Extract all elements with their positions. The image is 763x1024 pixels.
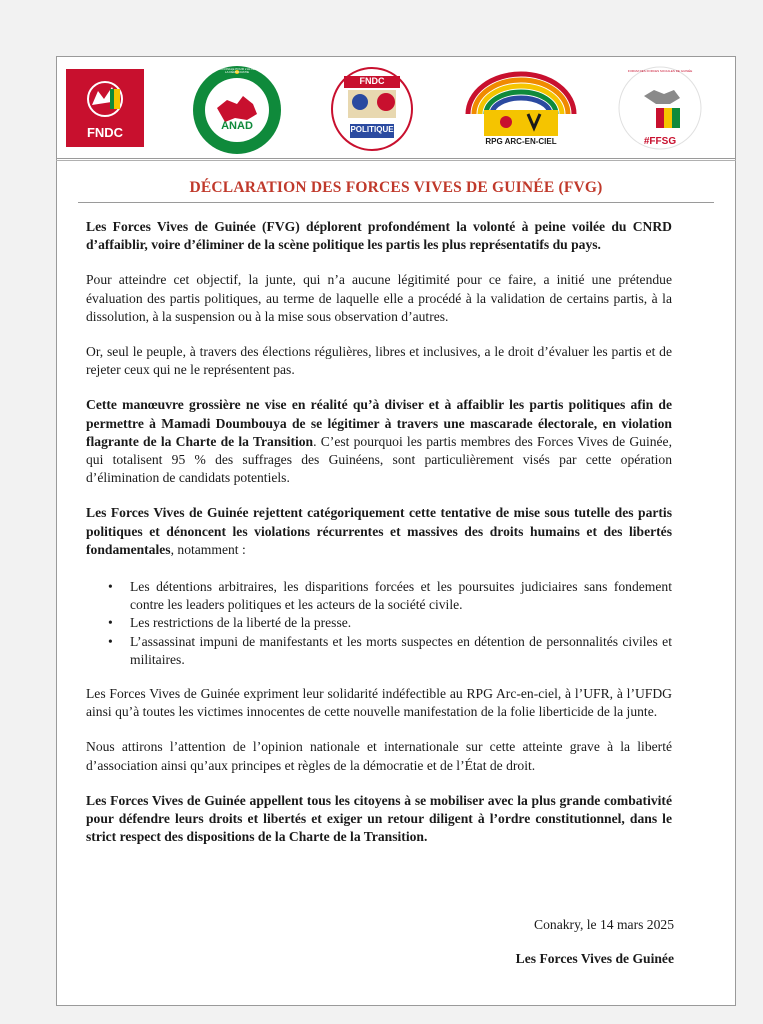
anad-seal-icon (191, 64, 283, 156)
paragraph-4-bold: Cette manœuvre grossière ne vise en réalité qu’à diviser et à affaiblir les partis politiques afin de permettre à Mamadi Doumbouya de se légitimer à travers une mascarade électorale, en violation flagrante de la Charte de la Transition (86, 397, 672, 449)
anad-ring-text: ALLIANCE NATIONALE POUR L'ALTERNANCE ET LA DÉMOCRATIE (202, 67, 272, 74)
anad-logo-text: ANAD (221, 120, 253, 132)
fndc-logo-text: FNDC (86, 125, 124, 140)
paragraph-1 (86, 218, 672, 254)
bullet-icon: • (108, 615, 113, 631)
paragraph-7: Nous attirons l’attention de l’opinion nationale et internationale sur cette atteinte grave à la liberté d’association ainsi qu’aux principes et règles de la démocratie et de l’État de droit. (86, 739, 672, 773)
anad-logo (191, 64, 283, 156)
ffsg-logo (612, 64, 708, 158)
paragraph-4 (86, 396, 672, 487)
declaration-body (86, 218, 672, 863)
page-title: DÉCLARATION DES FORCES VIVES DE GUINÉE (FVG) (189, 179, 603, 196)
paragraph-2: Pour atteindre cet objectif, la junte, qui n’a aucune légitimité pour ce faire, a initié une prétendue évaluation des partis politiques, au terme de laquelle elle a procédé à la validation de certains partis, à la dissolution, à la suspension ou à la mise sous observation d’autres. (86, 272, 672, 324)
fndc-logo (66, 69, 144, 147)
bullet-icon: • (108, 633, 113, 649)
signature: Les Forces Vives de Guinée (515, 951, 674, 966)
paragraph-6: Les Forces Vives de Guinée expriment leur solidarité indéfectible au RPG Arc-en-ciel, à l’UFR, à l’UFDG ainsi qu’à toutes les victimes innocentes de cette nouvelle manifestation de la folie liberticide de la junte. (86, 686, 672, 720)
paragraph-3: Or, seul le peuple, à travers des élections régulières, libres et inclusives, a le droit d’évaluer les partis et de rejeter ceux qui ne le représentent pas. (86, 344, 672, 378)
place-date: Conakry, le 14 mars 2025 (534, 917, 674, 932)
list-item (108, 614, 672, 632)
paragraph-5 (86, 504, 672, 559)
fndc-politique-top-text: FNDC (359, 76, 385, 86)
paragraph-4-rest: . C’est pourquoi les partis membres des Forces Vives de Guinée, qui totalisent 95 % des suffrages des Guinéens, sont particulièrement visés par cette opération d’élimination de candidats potentiels. (86, 433, 672, 486)
fndc-politique-logo (330, 66, 414, 152)
header-divider (56, 160, 736, 164)
bullet-icon: • (108, 579, 113, 595)
logo-header (56, 56, 736, 159)
list-item (108, 578, 672, 614)
rpg-logo (462, 70, 580, 148)
paragraph-5-bold: Les Forces Vives de Guinée rejettent catégoriquement cette tentative de mise sous tutelle des partis politiques et dénoncent les violations récurrentes et massives des droits humains et des libertés fondamentales (86, 505, 672, 557)
paragraph-8-text: Les Forces Vives de Guinée appellent tous les citoyens à se mobiliser avec la plus grande combativité pour défendre leurs droits et libertés et exiger un retour diligent à l’ordre constitutionnel, dans le strict respect des dispositions de la Charte de la Transition. (86, 792, 672, 845)
document-page (56, 56, 736, 1006)
list-item-text: Les restrictions de la liberté de la presse. (130, 615, 352, 631)
paragraph-1-text: Les Forces Vives de Guinée (FVG) déplorent profondément la volonté à peine voilée du CNRD d’affaiblir, voire d’éliminer de la scène politique les partis les plus représentatifs du pays. (86, 219, 672, 253)
title-divider (78, 202, 714, 203)
list-item-text: L’assassinat impuni de manifestants et les morts suspectes en détention de personnalités civiles et militaires. (130, 633, 672, 667)
violations-list (86, 578, 672, 669)
list-item (108, 633, 672, 669)
paragraph-5-rest: , notamment : (170, 541, 246, 557)
ffsg-ring-text: FORUM DES FORCES SOCIALES DE GUINÉE (627, 69, 693, 73)
rpg-logo-text: RPG ARC-EN-CIEL (485, 137, 557, 146)
ffsg-logo-text: #FFSG (643, 136, 677, 147)
paragraph-8 (86, 792, 672, 847)
fndc-politique-bottom-text: POLITIQUE (350, 125, 394, 134)
list-item-text: Les détentions arbitraires, les disparitions forcées et les poursuites judiciaires sans fondement contre les leaders politiques et les acteurs de la société civile. (130, 579, 672, 613)
